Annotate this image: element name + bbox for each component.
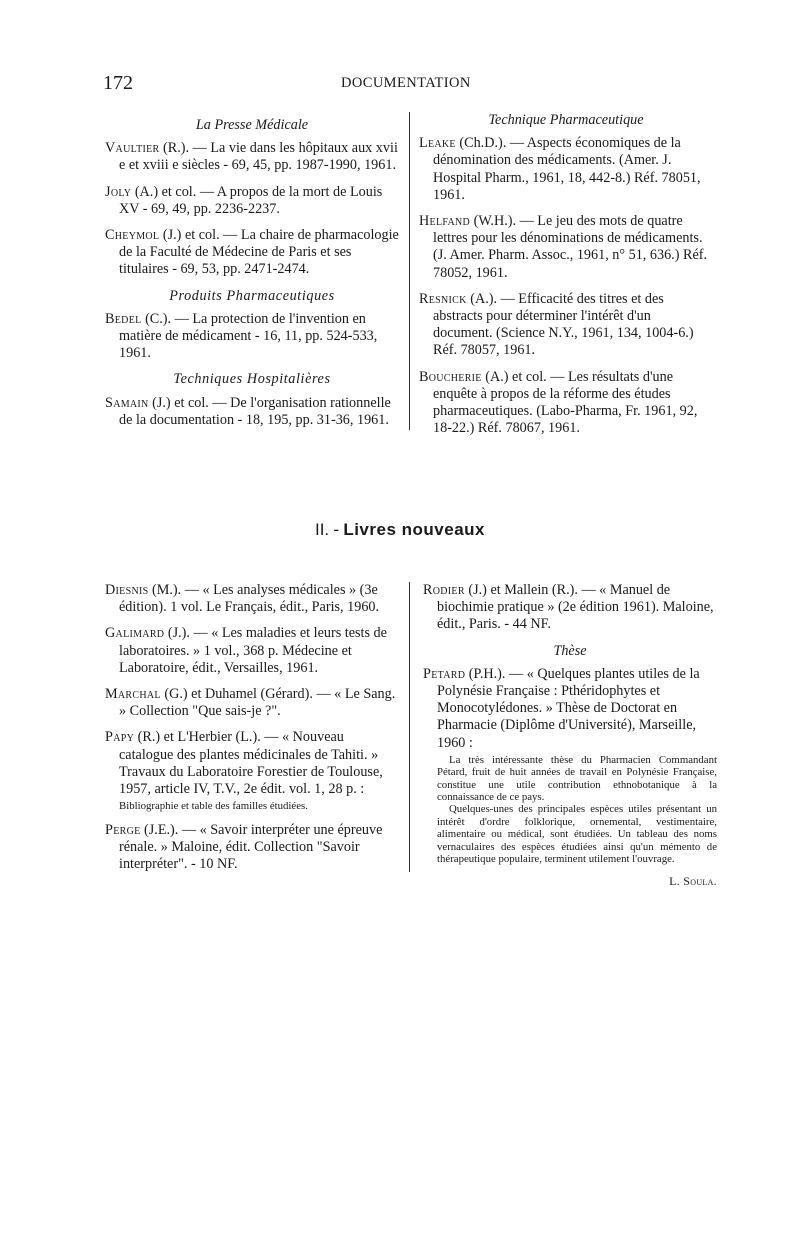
column-divider-top — [409, 112, 410, 430]
reference-text: (W.H.). — Le jeu des mots de quatre lettres pour les dénominations de médicaments. (J. Amer. Pharm. Assoc., 1961, n° 51, 636.) Réf. 78052, 1961. — [433, 213, 708, 281]
reference-text: (J.) et col. — La chaire de pharmacologie de la Faculté de Médecine de Paris et ses titulaires - 69, 53, pp. 2471-2474. — [119, 227, 399, 278]
reference-entry — [419, 135, 713, 204]
left-column-bottom — [105, 582, 399, 882]
author-name: Leake — [419, 135, 456, 152]
book-note: Bibliographie et table des familles étudiées. — [119, 800, 308, 813]
running-title: DOCUMENTATION — [341, 75, 471, 91]
review-paragraph: La très intéressante thèse du Pharmacien Commandant Pétard, fruit de huit années de travail en Polynésie Française, constitue une utile contribution ethnobotanique à la connaissance de ce pays. — [437, 753, 717, 804]
author-name: Diesnis — [105, 582, 149, 598]
reference-entry — [105, 140, 399, 174]
book-text: (J.E.). — « Savoir interpréter une épreuve rénale. » Maloine, édit. Collection "Savoir interpréter". - 10 NF. — [119, 821, 383, 873]
reference-entry — [419, 291, 713, 360]
reference-entry — [419, 369, 713, 438]
right-column-top — [419, 112, 713, 446]
book-entry — [105, 625, 399, 677]
author-name: Vaultier — [105, 140, 160, 157]
book-entry — [105, 686, 399, 720]
section-label: Livres nouveaux — [343, 520, 485, 539]
book-text: (J.). — « Les maladies et leurs tests de laboratoires. » 1 vol., 368 p. Médecine et Laboratoire, édit., Versailles, 1961. — [119, 625, 387, 676]
section-heading-these: Thèse — [553, 642, 587, 659]
book-text: (G.) et Duhamel (Gérard). — « Le Sang. » Collection "Que sais-je ?". — [119, 686, 396, 720]
author-name: Papy — [105, 729, 135, 746]
book-text: (R.) et L'Herbier (L.). — « Nouveau catalogue des plantes médicinales de Tahiti. » Travaux du Laboratoire Forestier de Toulouse, 1957, article IV, T.V., 2e édit. vol. 1, 28 p. : — [119, 729, 383, 798]
book-entry — [105, 822, 399, 874]
review-paragraph: Quelques-unes des principales espèces utiles présentant un intérêt d'ordre folklorique, ornemental, vestimentaire, alimentaire ou médical, sont étudiées. Un tableau des noms vernaculaires des espèces étudiées ainsi qu'un mémento de thérapeutique populaire, terminent utilement l'ouvrage. — [437, 803, 717, 866]
section-title-livres-nouveaux — [0, 520, 800, 540]
section-heading-produits-pharmaceutiques: Produits Pharmaceutiques — [169, 287, 335, 304]
thesis-entry — [423, 666, 717, 752]
section-heading-presse-medicale: La Presse Médicale — [195, 117, 309, 133]
reference-text: (C.). — La protection de l'invention en matière de médicament - 16, 11, pp. 524-533, 1961. — [119, 310, 378, 362]
reviewer-signature: L. Soula. — [669, 874, 717, 889]
author-name: Galimard — [105, 625, 165, 642]
author-name: Petard — [423, 665, 466, 682]
author-name: Helfand — [419, 213, 471, 230]
reference-text: (A.) et col. — Les résultats d'une enquête à propos de la réforme des études pharmaceutiques. (Labo-Pharma, Fr. 1961, 92, 18-22.) Réf. 78067, 1961. — [433, 368, 698, 437]
thesis-review — [437, 754, 717, 866]
reference-entry — [105, 184, 399, 218]
author-name: Boucherie — [419, 368, 482, 385]
author-name: Cheymol — [105, 227, 160, 244]
author-name: Resnick — [419, 290, 467, 307]
section-number: II. — [314, 520, 330, 539]
reference-text: (J.) et col. — De l'organisation rationnelle de la documentation - 18, 195, pp. 31-36, 1961. — [119, 394, 391, 428]
author-name: Joly — [105, 183, 132, 200]
reference-text: (A.). — Efficacité des titres et des abstracts pour déterminer l'intérêt d'un document. (Science N.Y., 1961, 134, 1004-6.) Réf. 78057, 1961. — [433, 290, 694, 359]
section-dash: - — [333, 520, 340, 539]
column-divider-bottom — [409, 582, 410, 872]
book-text: (M.). — « Les analyses médicales » (3e édition). 1 vol. Le Français, édit., Paris, 1960. — [119, 582, 380, 616]
author-name: Bedel — [105, 310, 142, 327]
book-text: (J.) et Mallein (R.). — « Manuel de biochimie pratique » (2e édition 1961). Maloine, édit., Paris. - 44 NF. — [437, 582, 714, 633]
section-heading-technique-pharmaceutique: Technique Pharmaceutique — [488, 112, 644, 128]
book-entry — [105, 729, 399, 798]
reference-entry — [105, 311, 399, 363]
left-column-top — [105, 117, 399, 438]
reference-entry — [105, 395, 399, 429]
author-name: Perge — [105, 821, 141, 838]
thesis-text: (P.H.). — « Quelques plantes utiles de la Polynésie Française : Pthéridophytes et Monocotylédones. » Thèse de Doctorat en Pharmacie (Diplôme d'Université), Marseille, 1960 : — [437, 665, 700, 751]
author-name: Samain — [105, 394, 149, 411]
right-column-bottom — [423, 582, 717, 891]
author-name: Rodier — [423, 582, 465, 598]
reference-text: (R.). — La vie dans les hôpitaux aux xvii e et xviii e siècles - 69, 45, pp. 1987-1990, 1961. — [119, 140, 398, 174]
reference-text: (Ch.D.). — Aspects économiques de la dénomination des médicaments. (Amer. J. Hospital Pharm., 1961, 18, 442-8.) Réf. 78051, 1961. — [433, 135, 701, 203]
reference-text: (A.) et col. — A propos de la mort de Louis XV - 69, 49, pp. 2236-2237. — [119, 183, 383, 217]
reference-entry — [419, 213, 713, 282]
book-entry — [423, 582, 717, 634]
page-number: 172 — [103, 72, 133, 94]
book-entry — [105, 582, 399, 616]
reference-entry — [105, 227, 399, 279]
section-heading-techniques-hospitalieres: Techniques Hospitalières — [173, 371, 331, 388]
author-name: Marchal — [105, 686, 161, 703]
